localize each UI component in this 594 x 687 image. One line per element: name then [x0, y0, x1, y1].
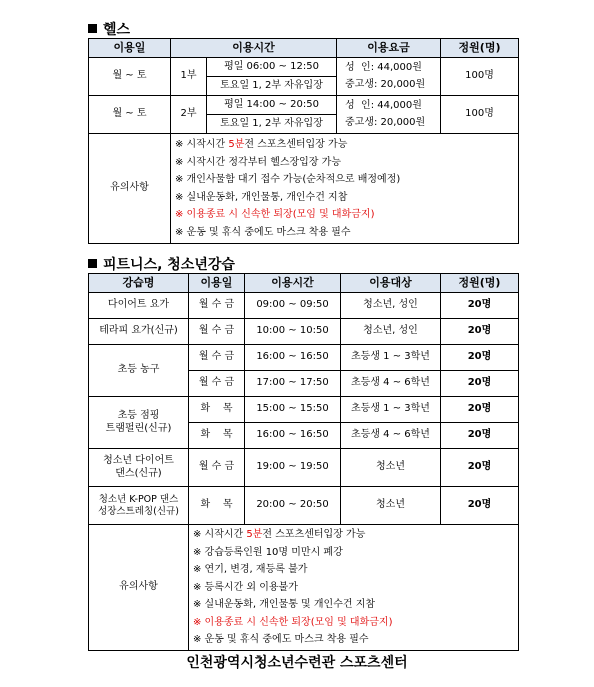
class-target: 초등생 1 ~ 3학년 [341, 397, 441, 423]
fitness-header-capacity: 정원(명) [441, 274, 519, 293]
footer-organization: 인천광역시청소년수련관 스포츠센터 [186, 655, 408, 671]
gym-capacity: 100명 [441, 96, 519, 134]
fitness-header-row [89, 274, 519, 293]
class-capacity: 20명 [441, 345, 519, 371]
class-time: 15:00 ~ 15:50 [245, 397, 341, 423]
gym-note: ※ 이용종료 시 신속한 퇴장(모임 및 대화금지) [175, 209, 375, 220]
gym-part: 2부 [171, 96, 207, 134]
fitness-note: ※ 실내운동화, 개인물통 및 개인수건 지참 [193, 599, 376, 610]
gym-days: 월 ~ 토 [89, 58, 171, 96]
class-target: 청소년 [341, 487, 441, 525]
fitness-note: ※ 등록시간 외 이용불가 [193, 581, 298, 593]
fitness-table [88, 273, 519, 651]
class-time: 20:00 ~ 20:50 [245, 487, 341, 525]
class-capacity: 20명 [441, 397, 519, 423]
gym-fee-adult: 성 인: 44,000원 [345, 62, 422, 73]
fitness-note: ※ 시작시간 5분전 스포츠센터입장 가능 [193, 529, 366, 540]
class-row [89, 397, 519, 423]
gym-days: 월 ~ 토 [89, 96, 171, 134]
gym-note: ※ 개인사물함 대기 접수 가능(순차적으로 배정예정) [175, 174, 401, 185]
gym-fee-student: 중고생: 20,000원 [345, 78, 426, 90]
class-capacity: 20명 [441, 371, 519, 397]
gym-part: 1부 [171, 58, 207, 96]
class-row [89, 293, 519, 319]
fitness-notes-label: 유의사항 [89, 525, 189, 651]
gym-notes-row [89, 134, 519, 244]
class-days: 월 수 금 [189, 345, 245, 371]
class-days: 월 수 금 [189, 293, 245, 319]
gym-header-fee: 이용요금 [337, 39, 441, 58]
class-capacity: 20명 [441, 293, 519, 319]
class-row [89, 319, 519, 345]
class-time: 16:00 ~ 16:50 [245, 345, 341, 371]
class-name: 청소년 다이어트 댄스(신규) [89, 449, 189, 487]
gym-time-weekday: 평일 06:00 ~ 12:50 [207, 58, 337, 77]
class-days: 월 수 금 [189, 319, 245, 345]
gym-header-row [89, 39, 519, 58]
gym-header-capacity: 정원(명) [441, 39, 519, 58]
class-row [89, 345, 519, 371]
gym-notes-label: 유의사항 [89, 134, 171, 244]
gym-row [89, 96, 519, 115]
class-time: 09:00 ~ 09:50 [245, 293, 341, 319]
fitness-header-target: 이용대상 [341, 274, 441, 293]
fitness-section-title: 피트니스, 청소년강습 [88, 254, 235, 274]
gym-fee [337, 96, 441, 134]
class-name: 테라피 요가(신규) [89, 319, 189, 345]
gym-note: ※ 시작시간 정각부터 헬스장입장 가능 [175, 156, 341, 168]
gym-section-title: 헬스 [88, 19, 130, 39]
fitness-header-days: 이용일 [189, 274, 245, 293]
gym-header-time: 이용시간 [171, 39, 337, 58]
class-capacity: 20명 [441, 319, 519, 345]
gym-notes [171, 134, 519, 244]
gym-fee-student: 중고생: 20,000원 [345, 116, 426, 128]
gym-note: ※ 시작시간 5분전 스포츠센터입장 가능 [175, 139, 348, 150]
class-row [89, 449, 519, 487]
class-target: 청소년, 성인 [341, 293, 441, 319]
class-time: 17:00 ~ 17:50 [245, 371, 341, 397]
class-capacity: 20명 [441, 423, 519, 449]
class-target: 초등생 4 ~ 6학년 [341, 371, 441, 397]
class-target: 청소년, 성인 [341, 319, 441, 345]
class-time: 10:00 ~ 10:50 [245, 319, 341, 345]
gym-table [88, 38, 519, 244]
class-target: 초등생 1 ~ 3학년 [341, 345, 441, 371]
class-days: 화 목 [189, 423, 245, 449]
square-bullet-icon [88, 259, 97, 268]
gym-note: ※ 운동 및 휴식 중에도 마스크 착용 필수 [175, 226, 351, 238]
fitness-note: ※ 이용종료 시 신속한 퇴장(모임 및 대화금지) [193, 616, 393, 628]
gym-note: ※ 실내운동화, 개인물통, 개인수건 지참 [175, 191, 348, 203]
fitness-note: ※ 강습등록인원 10명 미만시 폐강 [193, 546, 343, 558]
gym-time-weekday: 평일 14:00 ~ 20:50 [207, 96, 337, 115]
fitness-note: ※ 연기, 변경, 재등록 불가 [193, 564, 308, 575]
class-days: 월 수 금 [189, 371, 245, 397]
class-target: 청소년 [341, 449, 441, 487]
class-row [89, 487, 519, 525]
class-days: 화 목 [189, 397, 245, 423]
gym-capacity: 100명 [441, 58, 519, 96]
square-bullet-icon [88, 24, 97, 33]
class-name: 청소년 K-POP 댄스 성장스트레칭(신규) [89, 487, 189, 525]
gym-time-saturday: 토요일 1, 2부 자유입장 [207, 115, 337, 134]
class-time: 16:00 ~ 16:50 [245, 423, 341, 449]
gym-fee [337, 58, 441, 96]
fitness-header-time: 이용시간 [245, 274, 341, 293]
class-time: 19:00 ~ 19:50 [245, 449, 341, 487]
gym-fee-adult: 성 인: 44,000원 [345, 100, 422, 111]
gym-header-days: 이용일 [89, 39, 171, 58]
class-capacity: 20명 [441, 449, 519, 487]
class-days: 월 수 금 [189, 449, 245, 487]
class-target: 초등생 4 ~ 6학년 [341, 423, 441, 449]
class-name: 초등 농구 [89, 345, 189, 397]
gym-time-saturday: 토요일 1, 2부 자유입장 [207, 77, 337, 96]
fitness-notes-row [89, 525, 519, 651]
class-capacity: 20명 [441, 487, 519, 525]
fitness-header-class: 강습명 [89, 274, 189, 293]
class-name: 초등 점핑 트램펄린(신규) [89, 397, 189, 449]
fitness-notes [189, 525, 519, 651]
fitness-note: ※ 운동 및 휴식 중에도 마스크 착용 필수 [193, 634, 369, 645]
gym-row [89, 58, 519, 77]
class-name: 다이어트 요가 [89, 293, 189, 319]
class-days: 화 목 [189, 487, 245, 525]
